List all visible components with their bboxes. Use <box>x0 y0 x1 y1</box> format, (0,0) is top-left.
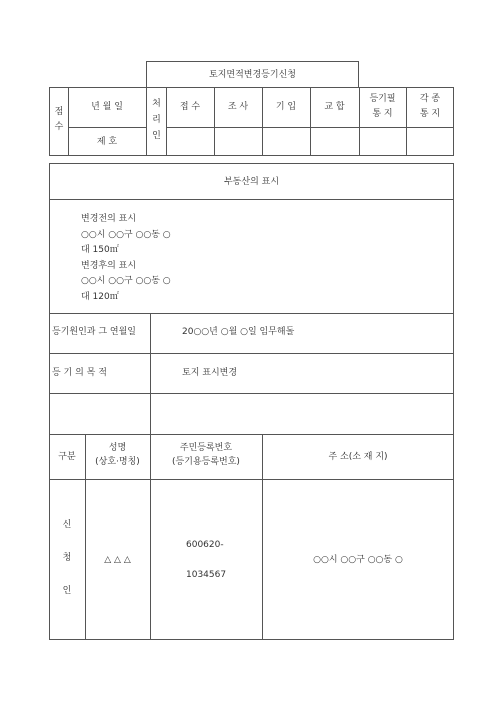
property-line: ○○시 ○○구 ○○동 ○ <box>81 229 171 240</box>
applicant-row-label: 신 청 인 <box>62 520 72 596</box>
applicant-id-1: 600620- <box>186 540 224 550</box>
property-line: ○○시 ○○구 ○○동 ○ <box>81 276 171 287</box>
applicant-name: △ △ △ <box>104 555 131 565</box>
applicant-id-2: 1034567 <box>186 570 227 580</box>
property-heading: 부동산의 표시 <box>223 177 280 187</box>
date-label: 년 월 일 <box>91 102 123 112</box>
purpose-value: 토지 표시변경 <box>182 368 238 378</box>
property-line: 변경전의 표시 <box>81 214 137 224</box>
number-label: 제 호 <box>96 137 118 147</box>
property-description <box>81 212 171 306</box>
cause-value: 20○○년 ○월 ○일 임무해돌 <box>182 327 295 337</box>
col-giip: 기 입 <box>275 102 297 112</box>
applicant-address: ○○시 ○○구 ○○동 ○ <box>313 555 403 565</box>
cheori-label: 처 리 인 <box>152 99 161 141</box>
property-line: 변경후의 표시 <box>81 260 137 271</box>
col-address: 주 소(소 재 지) <box>328 452 388 462</box>
col-gyohap: 교 합 <box>324 102 345 112</box>
purpose-label: 등 기 의 목 적 <box>52 368 107 378</box>
col-jeopsu: 접 수 <box>179 102 201 112</box>
cause-label: 등기원인과 그 연월일 <box>52 327 136 337</box>
col-name: 성명 (상호·명칭) <box>95 443 140 467</box>
col-josa: 조 사 <box>227 102 249 112</box>
col-id: 주민등록번호 (등기용등록번호) <box>172 443 240 467</box>
form-title: 토지면적변경등기신청 <box>209 70 296 80</box>
property-line: 대 150㎡ <box>81 245 119 256</box>
notice-each-label: 각 종 통 지 <box>419 94 441 119</box>
col-gubun: 구분 <box>58 452 76 462</box>
property-line: 대 120㎡ <box>81 291 119 302</box>
jeopsu-label: 점 수 <box>54 107 64 132</box>
notice-reg-label: 등기필 통 지 <box>369 94 396 119</box>
